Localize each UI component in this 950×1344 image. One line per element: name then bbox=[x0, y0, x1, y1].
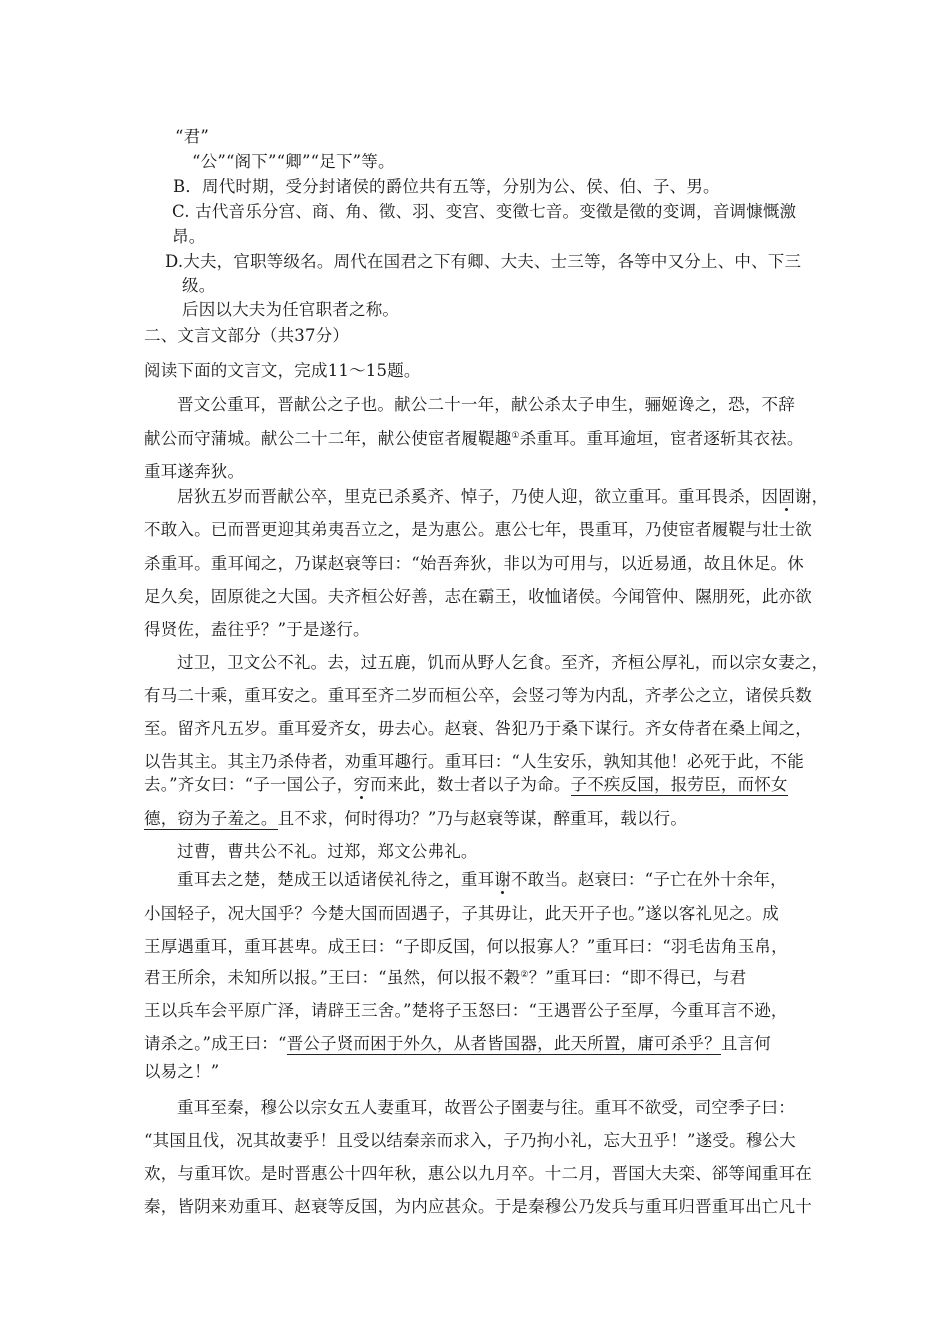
p1-line2-text-b: 杀重耳。重耳逾垣，宦者逐斩其衣祛。 bbox=[519, 429, 804, 448]
p2-line5: 得贤佐，盍往乎？”于是遂行。 bbox=[144, 620, 370, 639]
p5-line5: 王以兵车会平原广泽，请辟王三舍。”楚将子玉怒曰：“王遇晋公子至厚，今重耳言不逊， bbox=[144, 1001, 788, 1020]
p5-line1-text: 重耳去之楚，楚成王以适诸侯礼待之，重耳 bbox=[177, 870, 495, 889]
p6-line1: 重耳至秦，穆公以宗女五人妻重耳，故晋公子圉妻与往。重耳不欲受，司空季子曰： bbox=[177, 1098, 795, 1117]
p5-line6-text-b: 且言何 bbox=[720, 1034, 771, 1053]
p1-line1: 晋文公重耳，晋献公之子也。献公二十一年，献公杀太子申生，骊姬谗之，恐，不辞 bbox=[177, 395, 795, 414]
p5-line4 bbox=[144, 967, 746, 989]
p3-line6-text: 且不求，何时得功？”乃与赵衰等谋，醉重耳，载以行。 bbox=[277, 809, 688, 828]
p1-line3: 重耳遂奔狄。 bbox=[144, 462, 245, 481]
p5-line7: 以易之！” bbox=[144, 1062, 220, 1081]
p3-line5 bbox=[144, 774, 788, 796]
dotted-char-qiong: 穷 bbox=[353, 775, 371, 794]
footnote-2: ② bbox=[520, 970, 529, 980]
p2-line1-text-b: 谢， bbox=[794, 487, 829, 506]
option-b: B．周代时期，受分封诸侯的爵位共有五等，分别为公、侯、伯、子、男。 bbox=[173, 177, 720, 196]
option-d-line1: D.大夫，官职等级名。周代在国君之下有卿、大夫、士三等，各等中又分上、中、下三 bbox=[165, 252, 802, 271]
p2-line1 bbox=[177, 486, 828, 508]
p6-line4: 秦，皆阴来劝重耳、赵衰等反国，为内应甚众。于是秦穆公乃发兵与重耳归晋重耳出亡凡十 bbox=[144, 1197, 812, 1216]
p3-line6 bbox=[144, 808, 687, 830]
p5-line1 bbox=[177, 869, 787, 891]
dotted-char-xie: 谢 bbox=[494, 870, 512, 889]
p1-line2 bbox=[144, 428, 804, 450]
p3-line1: 过卫，卫文公不礼。去，过五鹿，饥而从野人乞食。至齐，齐桓公厚礼，而以宗女妻之， bbox=[177, 653, 829, 672]
option-c-line1: C. 古代音乐分宫、商、角、徵、羽、变宫、变徵七音。变徵是徵的变调，音调慷慨激 bbox=[172, 202, 797, 221]
p5-line4-text-b: ？”重耳曰：“即不得已，与君 bbox=[528, 968, 747, 987]
option-c-line2: 昂。 bbox=[172, 227, 206, 246]
p2-line4: 足久矣，固原徙之大国。夫齐桓公好善，志在霸王，收恤诸侯。今闻管仲、隰朋死，此亦欲 bbox=[144, 587, 812, 606]
p3-line4: 以告其主。其主乃杀侍者，劝重耳趣行。重耳曰：“人生安乐，孰知其他！必死于此，不能 bbox=[144, 752, 804, 771]
p6-line2: “其国且伐，况其故妻乎！且受以结秦亲而求入，子乃拘小礼，忘大丑乎！”遂受。穆公大 bbox=[144, 1131, 796, 1150]
p5-line6-text: 请杀之。”成王曰：“ bbox=[144, 1034, 287, 1053]
p5-line2: 小国轻子，况大国乎？今楚大国而固遇子，子其毋让，此天开子也。”遂以客礼见之。成 bbox=[144, 904, 779, 923]
option-d-line3: 后因以大夫为任官职者之称。 bbox=[182, 300, 400, 319]
underlined-sentence-1b: 德，窃为子羞之。 bbox=[144, 809, 278, 828]
instruction: 阅读下面的文言文，完成11～15题。 bbox=[144, 361, 421, 380]
underlined-sentence-1a: 子不疾反国，报劳臣，而怀女 bbox=[570, 775, 788, 794]
footnote-1: ① bbox=[511, 431, 520, 441]
dotted-char-gu: 固 bbox=[778, 487, 795, 506]
p3-line5-text-b: 而来此，数士者以子为命。 bbox=[370, 775, 571, 794]
underlined-sentence-2: 晋公子贤而困于外久，从者皆国器，此天所置，庸可杀乎？ bbox=[286, 1034, 721, 1053]
option-a-line2: “公”“阁下”“卿”“足下”等。 bbox=[192, 152, 395, 171]
option-a-line1: “君” bbox=[175, 127, 209, 146]
p3-line3: 至。留齐凡五岁。重耳爱齐女，毋去心。赵衰、咎犯乃于桑下谋行。齐女侍者在桑上闻之， bbox=[144, 719, 812, 738]
p1-line2-text: 献公而守蒲城。献公二十二年，献公使宦者履鞮趣 bbox=[144, 429, 512, 448]
section-title: 二、文言文部分（共37分） bbox=[144, 326, 350, 345]
p4-line1: 过曹，曹共公不礼。过郑，郑文公弗礼。 bbox=[177, 842, 478, 861]
p5-line4-text: 君王所余，未知所以报。”王曰：“虽然，何以报不穀 bbox=[144, 968, 521, 987]
p5-line3: 王厚遇重耳，重耳甚卑。成王曰：“子即反国，何以报寡人？”重耳曰：“羽毛齿角玉帛， bbox=[144, 937, 788, 956]
p3-line2: 有马二十乘，重耳安之。重耳至齐二岁而桓公卒，会竖刁等为内乱，齐孝公之立，诸侯兵数 bbox=[144, 686, 812, 705]
p2-line2: 不敢入。已而晋更迎其弟夷吾立之，是为惠公。惠公七年，畏重耳，乃使宦者履鞮与壮士欲 bbox=[144, 520, 812, 539]
p3-line5-text: 去。”齐女曰：“子一国公子， bbox=[144, 775, 354, 794]
option-d-line2: 级。 bbox=[182, 276, 216, 295]
p2-line3: 杀重耳。重耳闻之，乃谋赵衰等曰：“始吾奔狄，非以为可用与，以近易通，故且休足。休 bbox=[144, 554, 804, 573]
p5-line6 bbox=[144, 1033, 771, 1055]
p5-line1-text-b: 不敢当。赵衰曰：“子亡在外十余年， bbox=[511, 870, 787, 889]
p6-line3: 欢，与重耳饮。是时晋惠公十四年秋，惠公以九月卒。十二月，晋国大夫栾、郤等闻重耳在 bbox=[144, 1164, 812, 1183]
p2-line1-text: 居狄五岁而晋献公卒，里克已杀奚齐、悼子，乃使人迎，欲立重耳。重耳畏杀，因 bbox=[177, 487, 779, 506]
